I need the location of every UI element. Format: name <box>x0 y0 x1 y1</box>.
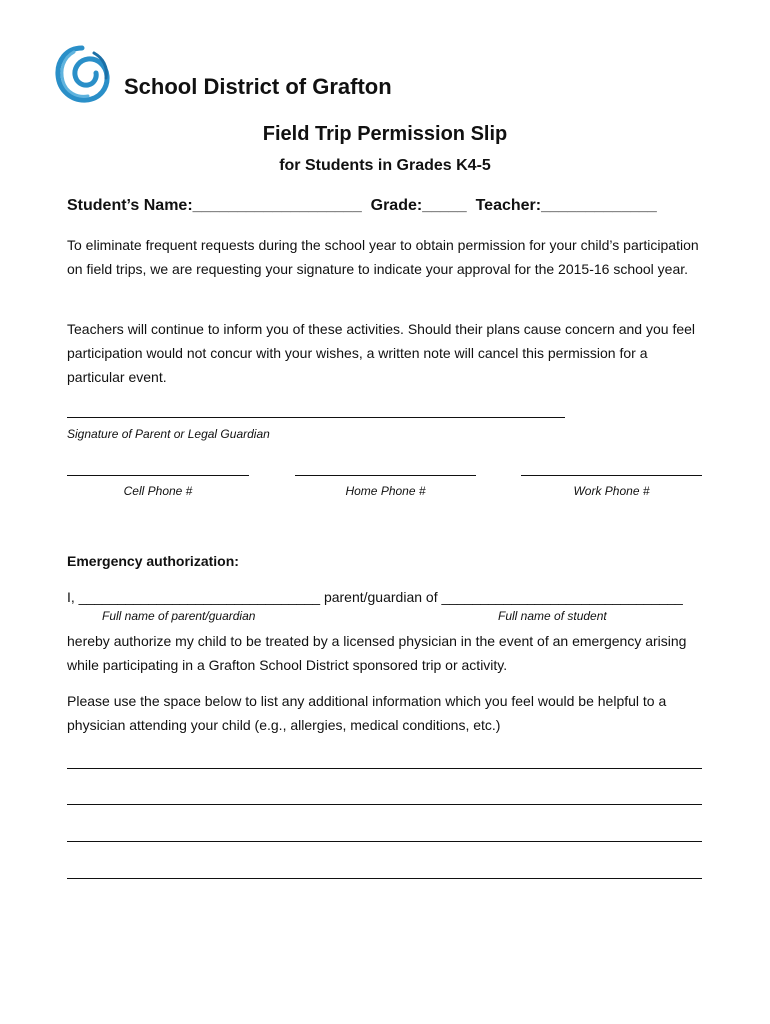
student-name-blank[interactable]: ___________________ <box>192 197 362 214</box>
form-title: Field Trip Permission Slip <box>262 123 508 145</box>
home-phone-line[interactable] <box>295 475 476 476</box>
work-phone-line[interactable] <box>521 475 702 476</box>
student-name-caption: Full name of student <box>498 609 607 623</box>
teacher-blank[interactable]: _____________ <box>541 197 657 214</box>
signature-line[interactable] <box>67 417 565 418</box>
swirl-logo-icon <box>54 44 110 104</box>
guardian-prefix: I, <box>67 589 75 605</box>
info-line-4[interactable] <box>67 878 702 879</box>
grade-blank[interactable]: _____ <box>422 197 467 214</box>
form-subtitle: for Students in Grades K4-5 <box>279 157 491 174</box>
notice-paragraph: Teachers will continue to inform you of these activities. Should their plans cause concern and you feel participation would not concur with your wishes, a written note will cancel this permission for a particular event. <box>67 321 696 385</box>
guardian-row <box>67 589 683 605</box>
cell-phone-caption: Cell Phone # <box>123 484 193 498</box>
home-phone-caption: Home Phone # <box>345 484 426 498</box>
signature-caption: Signature of Parent or Legal Guardian <box>67 427 270 441</box>
student-name-full-blank[interactable]: _______________________________ <box>441 589 683 605</box>
authorization-paragraph: hereby authorize my child to be treated by a licensed physician in the event of an emergency arising while participating in a Grafton School District sponsored trip or activity. <box>67 633 687 673</box>
student-fields-row <box>67 197 657 215</box>
student-name-label: Student’s Name: <box>67 197 193 214</box>
intro-paragraph: To eliminate frequent requests during the school year to obtain permission for your child’s participation on field trips, we are requesting your signature to indicate your approval for the 2015-16 school year. <box>67 237 699 277</box>
emergency-heading: Emergency authorization: <box>67 553 239 569</box>
additional-info-paragraph: Please use the space below to list any additional information which you feel would be helpful to a physician attending your child (e.g., allergies, medical conditions, etc.) <box>67 693 667 733</box>
cell-phone-line[interactable] <box>67 475 249 476</box>
info-line-2[interactable] <box>67 804 702 805</box>
teacher-label: Teacher: <box>475 197 542 214</box>
guardian-middle-text: parent/guardian of <box>323 589 438 605</box>
parent-name-caption: Full name of parent/guardian <box>102 609 256 623</box>
parent-name-blank[interactable]: _______________________________ <box>78 589 321 605</box>
info-line-3[interactable] <box>67 841 702 842</box>
work-phone-caption: Work Phone # <box>573 484 650 498</box>
district-name: School District of Grafton <box>124 74 392 99</box>
info-line-1[interactable] <box>67 768 702 769</box>
grade-label: Grade: <box>370 197 423 214</box>
